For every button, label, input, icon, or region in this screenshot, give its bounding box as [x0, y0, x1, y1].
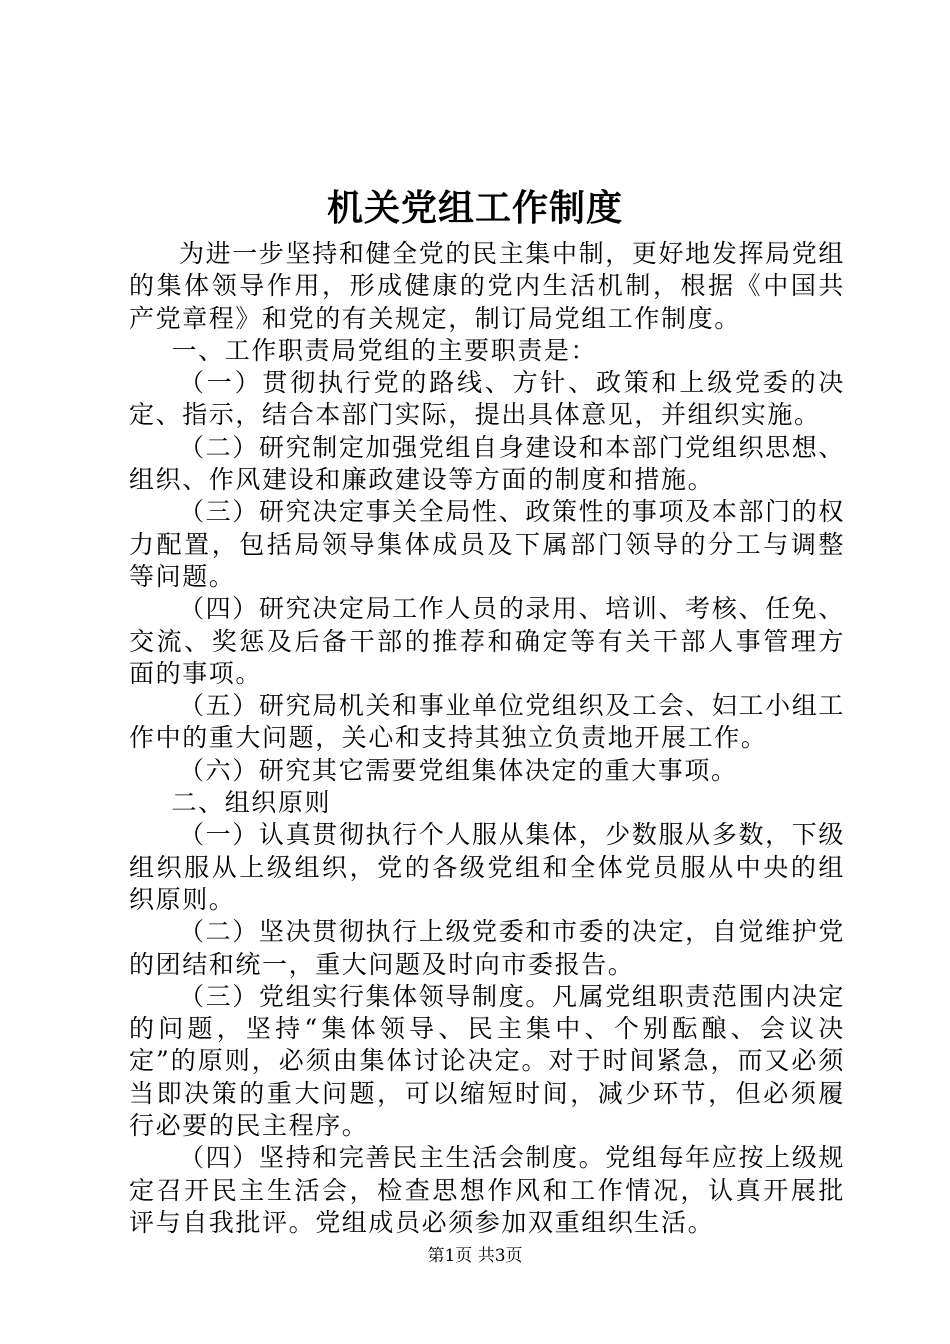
duty-item-5: （五）研究局机关和事业单位党组织及工会、妇工小组工作中的重大问题，关心和支持其独立负责地开展工作。 [129, 691, 845, 753]
duty-item-3: （三）研究决定事关全局性、政策性的事项及本部门的权力配置，包括局领导集体成员及下属部门领导的分工与调整等问题。 [129, 497, 845, 591]
section-heading-principles: 二、组织原则 [171, 788, 332, 818]
duty-item-2: （二）研究制定加强党组自身建设和本部门党组织思想、组织、作风建设和廉政建设等方面的制度和措施。 [129, 432, 845, 495]
section-heading-duties: 一、工作职责局党组的主要职责是： [171, 335, 598, 365]
document-body [129, 238, 845, 1239]
principle-item-4: （四）坚持和完善民主生活会制度。党组每年应按上级规定召开民主生活会，检查思想作风和工作情况，认真开展批评与自我批评。党组成员必须参加双重组织生活。 [129, 1143, 845, 1237]
principle-item-2: （二）坚决贯彻执行上级党委和市委的决定，自觉维护党的团结和统一，重大问题及时向市委报告。 [129, 917, 845, 979]
principle-item-3: （三）党组实行集体领导制度。凡属党组职责范围内决定的问题，坚持“集体领导、民主集中、个别酝酿、会议决定”的原则，必须由集体讨论决定。对于时间紧急，而又必须当即决策的重大问题，可以缩短时间，减少环节，但必须履行必要的民主程序。 [129, 981, 845, 1141]
intro-paragraph: 为进一步坚持和健全党的民主集中制，更好地发挥局党组的集体领导作用，形成健康的党内生活机制，根据《中国共产党章程》和党的有关规定，制订局党组工作制度。 [129, 239, 845, 333]
page-footer: 第1页 共3页 [427, 1246, 523, 1266]
duty-item-1: （一）贯彻执行党的路线、方针、政策和上级党委的决定、指示，结合本部门实际，提出具体意见，并组织实施。 [129, 368, 845, 430]
document-title: 机关党组工作制度 [326, 187, 623, 229]
principle-item-1: （一）认真贯彻执行个人服从集体，少数服从多数，下级组织服从上级组织，党的各级党组和全体党员服从中央的组织原则。 [129, 820, 845, 914]
duty-item-6: （六）研究其它需要党组集体决定的重大事项。 [179, 755, 738, 785]
duty-item-4: （四）研究决定局工作人员的录用、培训、考核、任免、交流、奖惩及后备干部的推荐和确定等有关干部人事管理方面的事项。 [129, 594, 845, 688]
